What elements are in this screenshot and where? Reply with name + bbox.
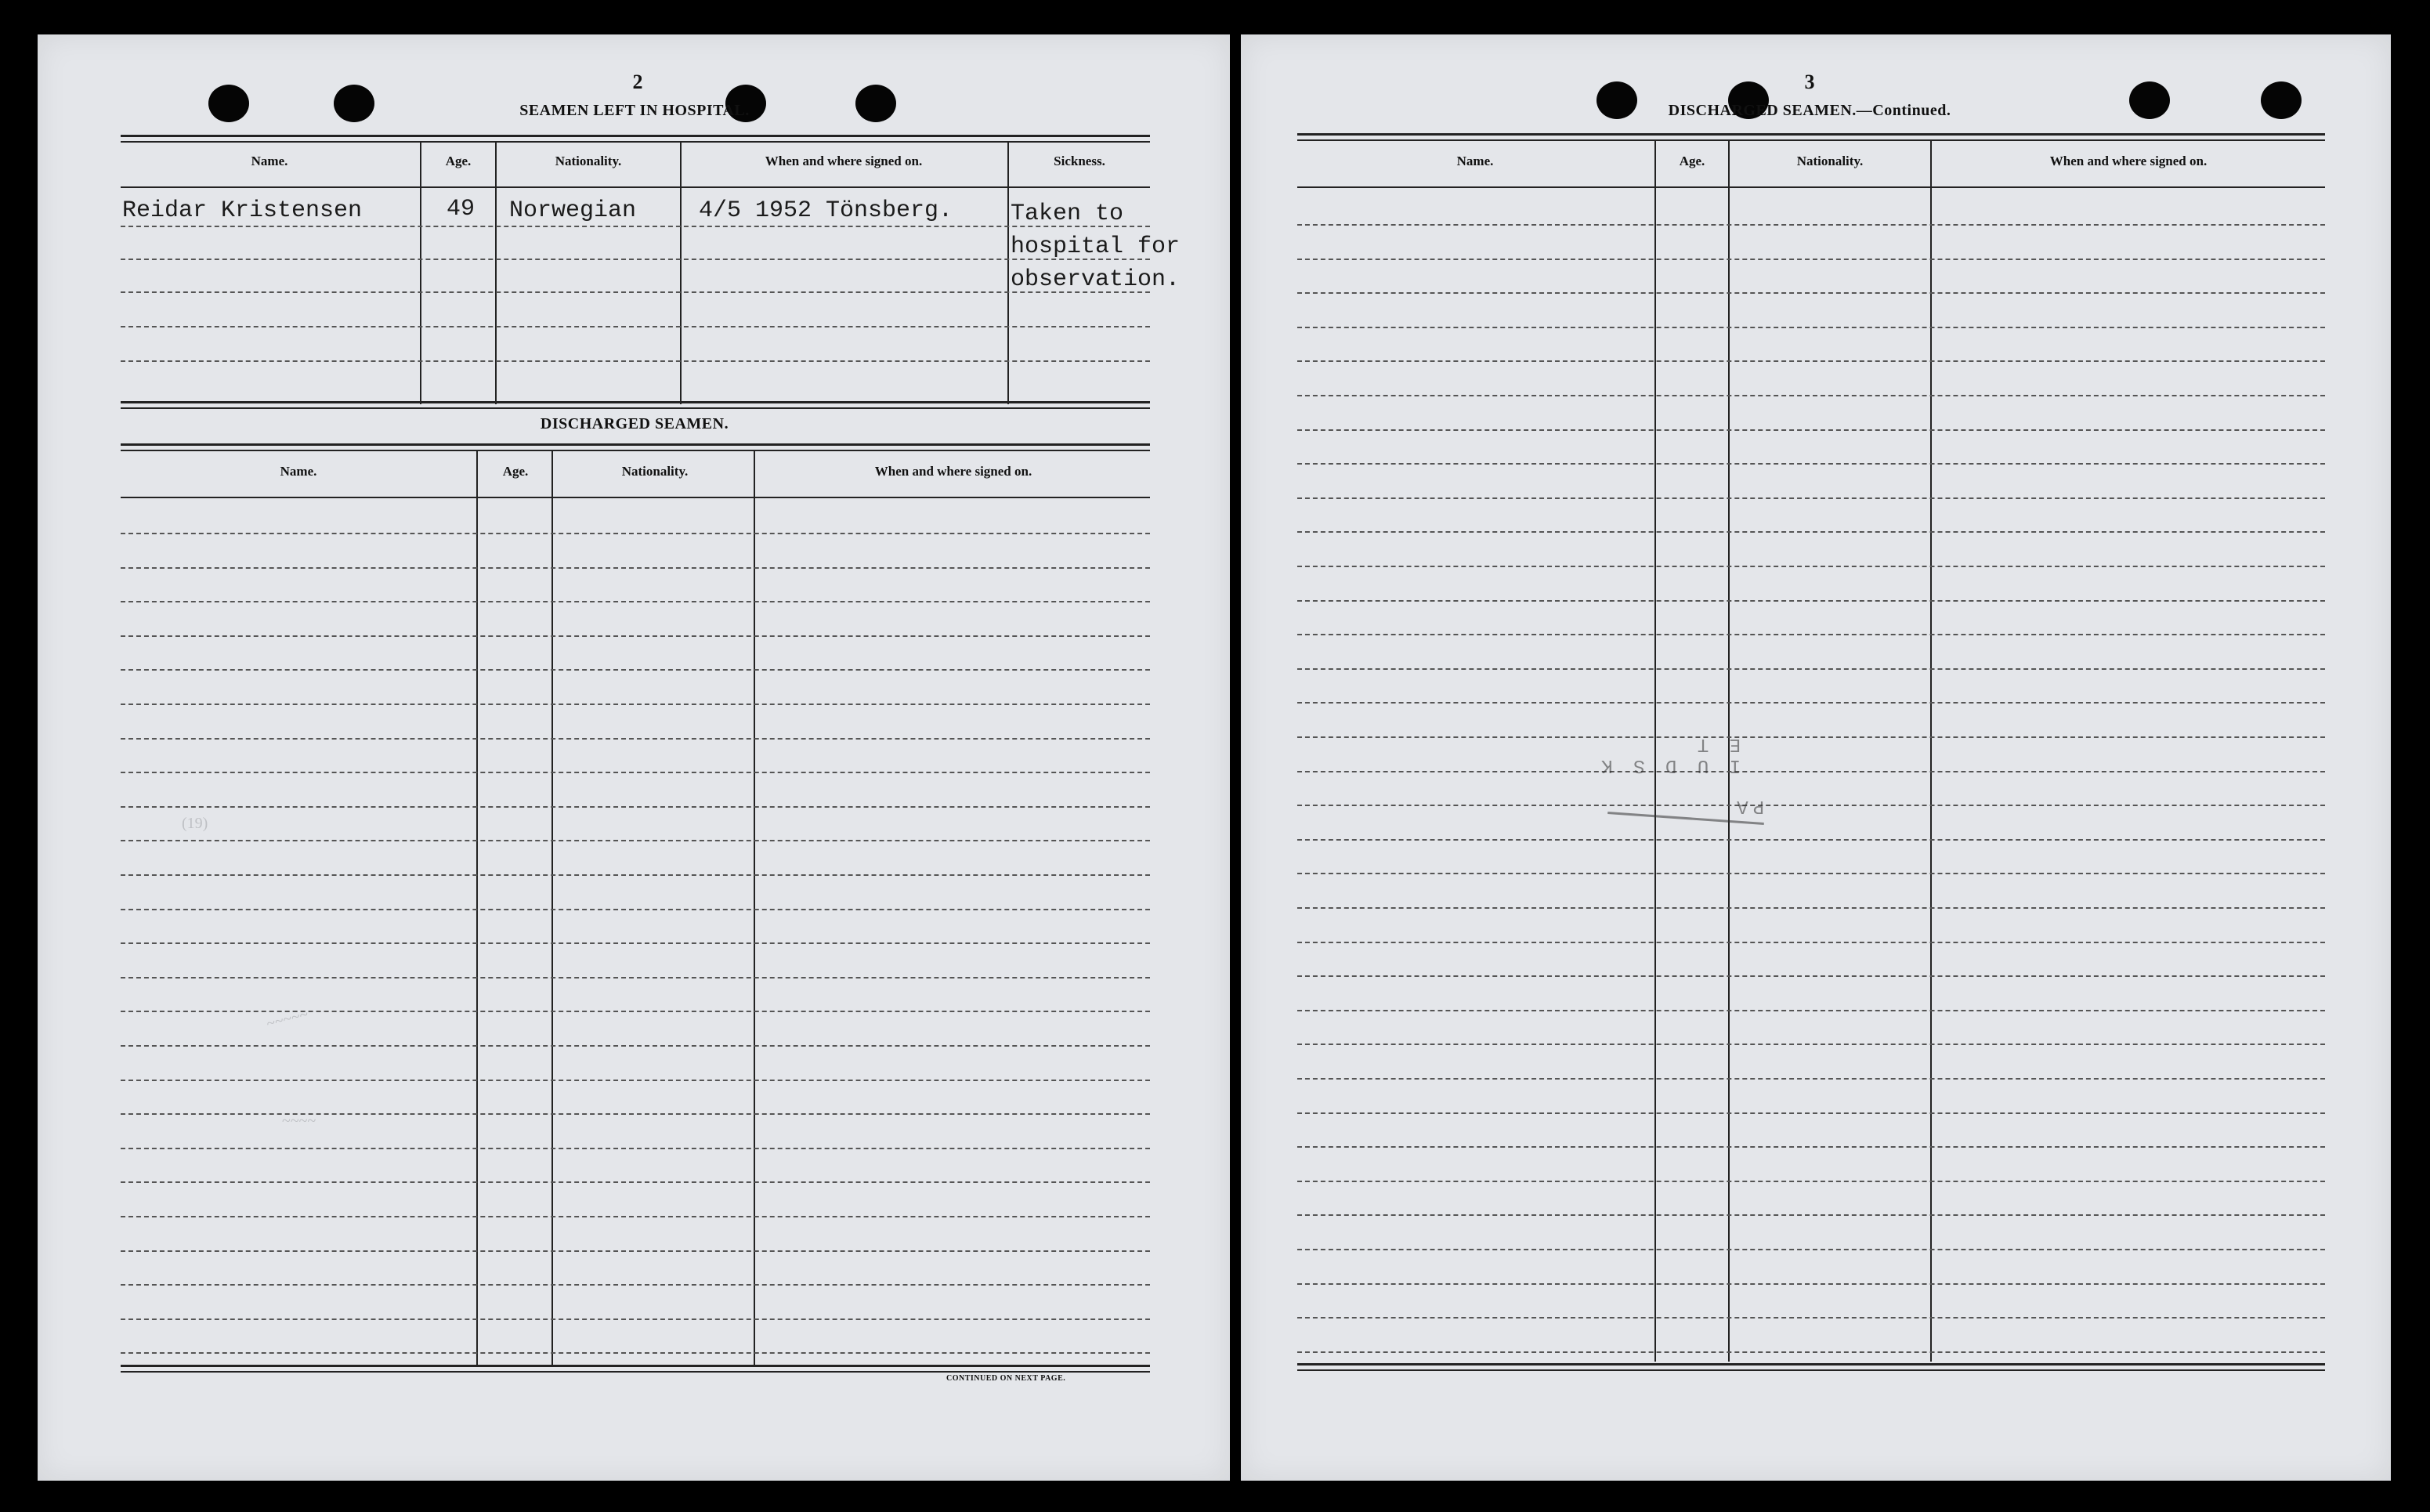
column-header-signed-on: When and where signed on. <box>2049 154 2208 168</box>
continued-note: CONTINUED ON NEXT PAGE. <box>946 1374 1066 1383</box>
table-rule <box>1297 1369 2325 1371</box>
row-line <box>1297 395 2325 396</box>
row-line <box>121 772 1150 773</box>
row-line <box>121 840 1150 841</box>
row-line <box>121 738 1150 740</box>
row-line <box>1297 907 2325 909</box>
seaman-nationality: Norwegian <box>509 197 637 224</box>
row-line <box>121 704 1150 705</box>
row-line <box>121 533 1150 534</box>
table-rule <box>1297 139 2325 141</box>
row-line <box>1297 1283 2325 1285</box>
row-line <box>1297 1010 2325 1011</box>
row-line <box>1297 736 2325 738</box>
row-line <box>121 1250 1150 1252</box>
row-line <box>121 601 1150 602</box>
row-line <box>1297 942 2325 943</box>
row-line <box>1297 1112 2325 1114</box>
column-divider <box>420 141 421 404</box>
table-rule <box>121 1371 1150 1373</box>
seaman-sickness-line: hospital for <box>1011 233 1181 260</box>
stamp <box>1576 733 1772 823</box>
table-rule <box>121 497 1150 498</box>
punch-hole <box>2261 81 2302 119</box>
row-line <box>1297 1044 2325 1045</box>
table-rule <box>121 450 1150 451</box>
table-rule <box>121 135 1150 137</box>
row-line <box>1297 566 2325 567</box>
row-line <box>1297 360 2325 362</box>
row-line <box>121 1045 1150 1047</box>
row-line <box>1297 771 2325 772</box>
column-header-name: Name. <box>251 154 288 168</box>
punch-hole <box>2129 81 2170 119</box>
table-rule <box>121 186 1150 188</box>
column-header-age: Age. <box>445 154 472 168</box>
row-line <box>121 1216 1150 1217</box>
row-line <box>1297 1249 2325 1250</box>
row-line <box>121 1080 1150 1081</box>
hospital-section-title: SEAMEN LEFT IN HOSPITAL. <box>519 102 750 119</box>
column-divider <box>1007 141 1009 404</box>
row-line <box>121 259 1150 260</box>
seaman-signed-on: 4/5 1952 Tönsberg. <box>699 197 953 224</box>
row-line <box>1297 1214 2325 1216</box>
punch-hole <box>855 85 896 122</box>
row-line <box>1297 668 2325 670</box>
row-line <box>1297 702 2325 704</box>
faint-mark: ~~~~ <box>282 1112 316 1130</box>
table-rule <box>121 443 1150 446</box>
row-line <box>121 942 1150 944</box>
faint-mark: ~~~~~ <box>265 1005 310 1033</box>
row-line <box>121 1011 1150 1012</box>
table-rule <box>121 141 1150 143</box>
row-line <box>1297 873 2325 874</box>
column-header-age: Age. <box>1679 154 1705 168</box>
column-header-nationality: Nationality. <box>621 464 689 479</box>
stamp-text: I U D S K E T <box>1596 733 1741 776</box>
row-line <box>1297 429 2325 431</box>
row-line <box>1297 1181 2325 1182</box>
column-header-age: Age. <box>502 464 529 479</box>
column-header-nationality: Nationality. <box>1796 154 1864 168</box>
row-line <box>121 326 1150 327</box>
page-number: 2 <box>632 71 643 93</box>
row-line <box>121 635 1150 637</box>
column-header-name: Name. <box>280 464 317 479</box>
row-line <box>1297 463 2325 465</box>
punch-hole <box>208 85 249 122</box>
row-line <box>1297 975 2325 977</box>
row-line <box>121 669 1150 671</box>
column-divider <box>1930 139 1932 1362</box>
table-rule <box>1297 186 2325 188</box>
column-header-sickness: Sickness. <box>1054 154 1105 168</box>
row-line <box>1297 1078 2325 1080</box>
row-line <box>121 909 1150 910</box>
seaman-age: 49 <box>447 196 476 222</box>
row-line <box>121 1318 1150 1320</box>
stamp-text: PA <box>1732 795 1764 816</box>
row-line <box>1297 1146 2325 1148</box>
row-line <box>121 1113 1150 1115</box>
row-line <box>1297 292 2325 294</box>
row-line <box>1297 327 2325 328</box>
column-header-signed-on: When and where signed on. <box>874 464 1032 479</box>
page-number: 3 <box>1804 71 1815 93</box>
table-rule <box>121 401 1150 403</box>
right-page <box>1241 34 2391 1481</box>
row-line <box>1297 1317 2325 1318</box>
discharged-continued-title: DISCHARGED SEAMEN.—Continued. <box>1668 102 1951 119</box>
row-line <box>121 567 1150 569</box>
row-line <box>121 1352 1150 1354</box>
row-line <box>121 291 1150 293</box>
column-header-signed-on: When and where signed on. <box>765 154 923 168</box>
row-line <box>1297 224 2325 226</box>
row-line <box>121 977 1150 978</box>
row-line <box>1297 1351 2325 1353</box>
row-line <box>121 1148 1150 1149</box>
table-rule <box>1297 133 2325 136</box>
seaman-sickness-line: Taken to <box>1011 201 1124 227</box>
column-divider <box>754 450 755 1365</box>
row-line <box>1297 531 2325 533</box>
row-line <box>121 806 1150 808</box>
row-line <box>1297 600 2325 602</box>
column-header-nationality: Nationality. <box>555 154 622 168</box>
punch-hole <box>334 85 374 122</box>
faint-mark: (19) <box>182 815 208 832</box>
column-divider <box>495 141 497 404</box>
row-line <box>1297 259 2325 260</box>
row-line <box>1297 839 2325 841</box>
column-divider <box>680 141 682 404</box>
table-rule <box>121 1365 1150 1367</box>
row-line <box>121 1181 1150 1183</box>
row-line <box>121 1284 1150 1286</box>
column-header-name: Name. <box>1456 154 1494 168</box>
table-rule <box>1297 1363 2325 1366</box>
table-rule <box>121 407 1150 409</box>
row-line <box>121 226 1150 227</box>
row-line <box>1297 634 2325 635</box>
row-line <box>121 874 1150 876</box>
row-line <box>1297 497 2325 499</box>
row-line <box>121 360 1150 362</box>
column-divider <box>476 450 478 1365</box>
seaman-sickness-line: observation. <box>1011 266 1181 293</box>
column-divider <box>551 450 553 1365</box>
seaman-name: Reidar Kristensen <box>122 197 363 224</box>
discharged-section-title: DISCHARGED SEAMEN. <box>540 415 729 432</box>
row-line <box>1297 805 2325 806</box>
